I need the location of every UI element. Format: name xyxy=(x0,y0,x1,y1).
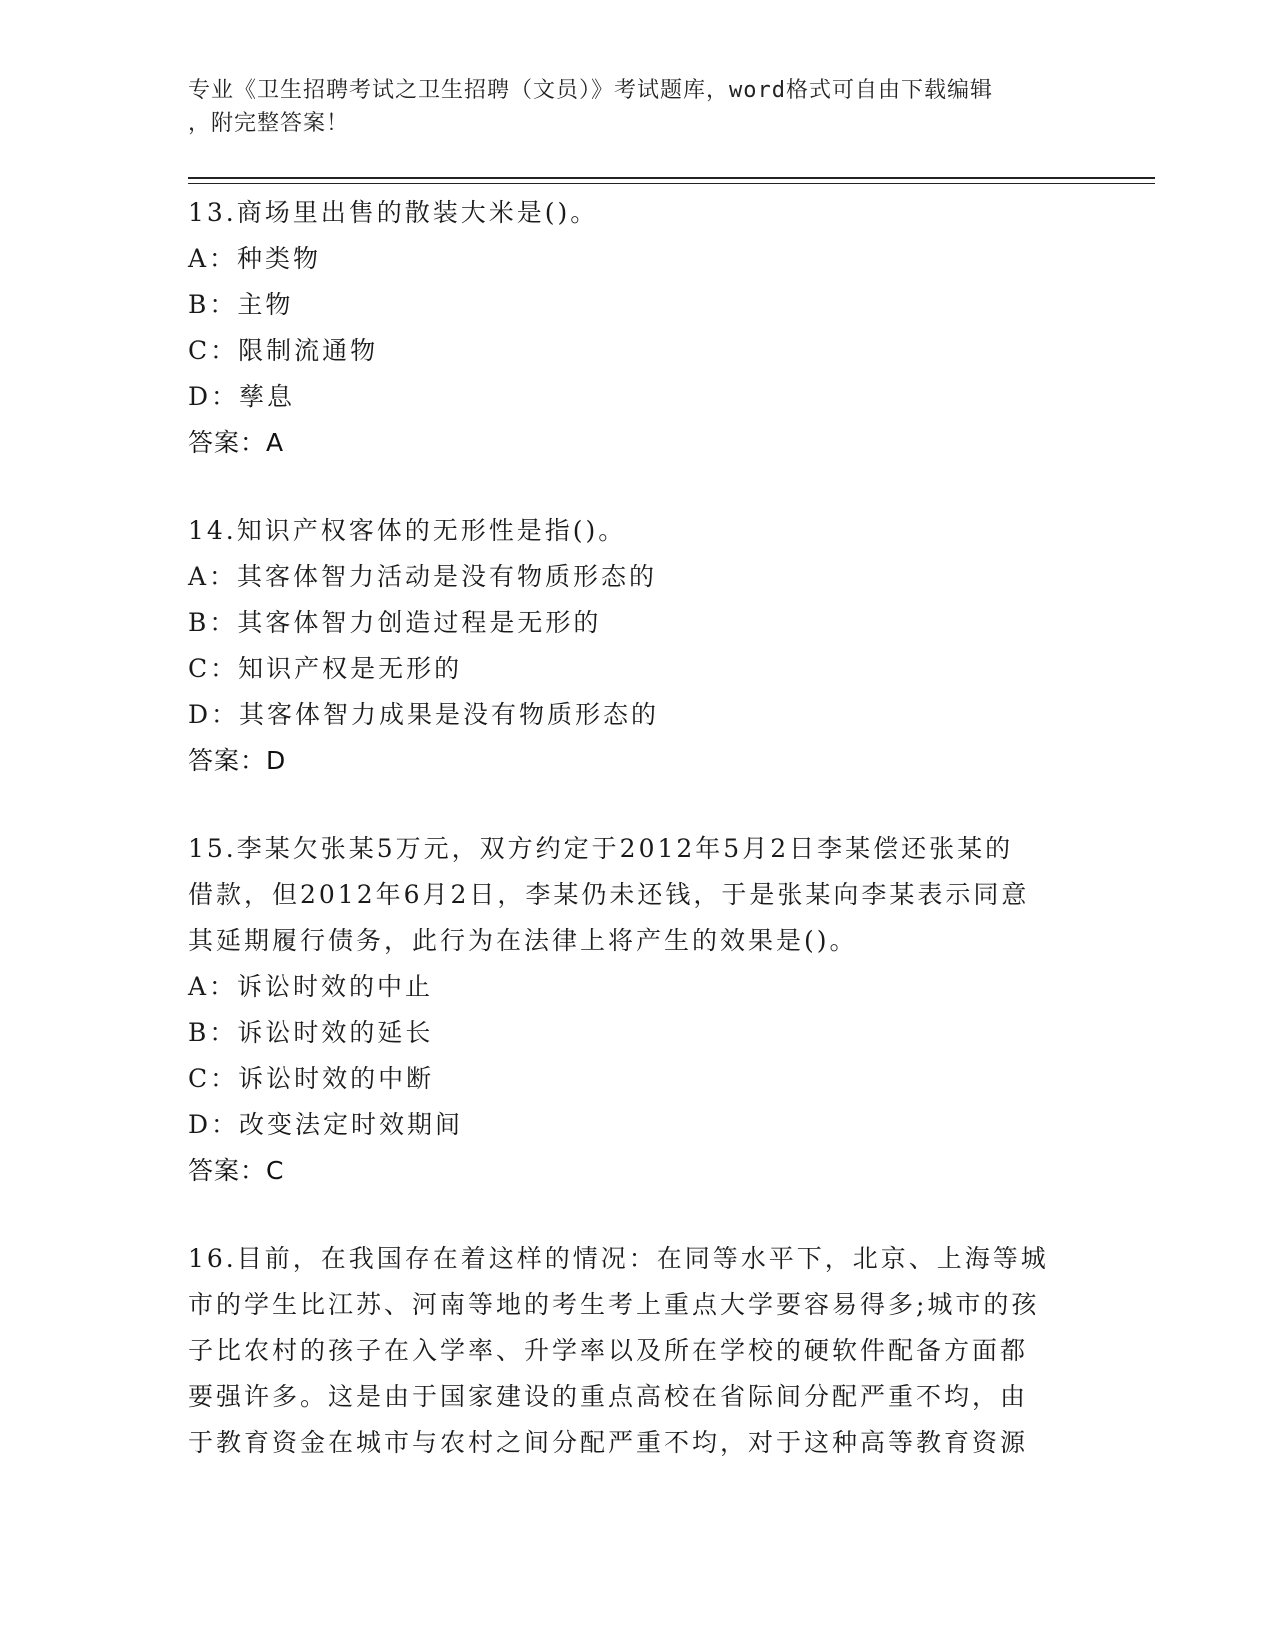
option-a: A：诉讼时效的中止 xyxy=(188,972,434,1001)
header-divider-thick xyxy=(188,177,1155,179)
header-divider-thin xyxy=(188,183,1155,184)
option-a: A：种类物 xyxy=(188,244,322,273)
header-line-1: 专业《卫生招聘考试之卫生招聘（文员）》考试题库，word格式可自由下载编辑 xyxy=(188,78,993,103)
question-15 xyxy=(188,826,1088,1194)
question-stem-line-3: 子比农村的孩子在入学率、升学率以及所在学校的硬软件配备方面都 xyxy=(188,1336,1029,1365)
option-d: D：孳息 xyxy=(188,382,296,411)
document-header xyxy=(188,74,1088,140)
option-d: D：其客体智力成果是没有物质形态的 xyxy=(188,700,660,729)
question-stem: 14.知识产权客体的无形性是指()。 xyxy=(188,516,627,545)
answer: 答案：D xyxy=(188,746,287,775)
option-c: C：诉讼时效的中断 xyxy=(188,1064,435,1093)
question-stem-line-1: 16.目前，在我国存在着这样的情况：在同等水平下，北京、上海等城 xyxy=(188,1244,1049,1273)
question-stem-line-2: 市的学生比江苏、河南等地的考生考上重点大学要容易得多;城市的孩 xyxy=(188,1290,1040,1319)
option-b: B：诉讼时效的延长 xyxy=(188,1018,434,1047)
question-stem-line-5: 于教育资金在城市与农村之间分配严重不均，对于这种高等教育资源 xyxy=(188,1428,1029,1457)
option-c: C：限制流通物 xyxy=(188,336,379,365)
answer: 答案：A xyxy=(188,428,285,457)
option-d: D：改变法定时效期间 xyxy=(188,1110,464,1139)
question-list xyxy=(188,190,1088,1466)
option-b: B：主物 xyxy=(188,290,294,319)
question-13 xyxy=(188,190,1088,466)
option-a: A：其客体智力活动是没有物质形态的 xyxy=(188,562,658,591)
option-c: C：知识产权是无形的 xyxy=(188,654,463,683)
question-stem-line-2: 借款，但2012年6月2日，李某仍未还钱，于是张某向李某表示同意 xyxy=(188,880,1030,909)
question-stem-line-1: 15.李某欠张某5万元，双方约定于2012年5月2日李某偿还张某的 xyxy=(188,834,1014,863)
option-b: B：其客体智力创造过程是无形的 xyxy=(188,608,602,637)
header-line-2: ，附完整答案！ xyxy=(188,111,350,136)
question-14 xyxy=(188,508,1088,784)
question-stem-line-4: 要强许多。这是由于国家建设的重点高校在省际间分配严重不均，由 xyxy=(188,1382,1029,1411)
question-16 xyxy=(188,1236,1088,1466)
answer: 答案：C xyxy=(188,1156,285,1185)
question-stem-line-3: 其延期履行债务，此行为在法律上将产生的效果是()。 xyxy=(188,926,858,955)
question-stem: 13.商场里出售的散装大米是()。 xyxy=(188,198,599,227)
